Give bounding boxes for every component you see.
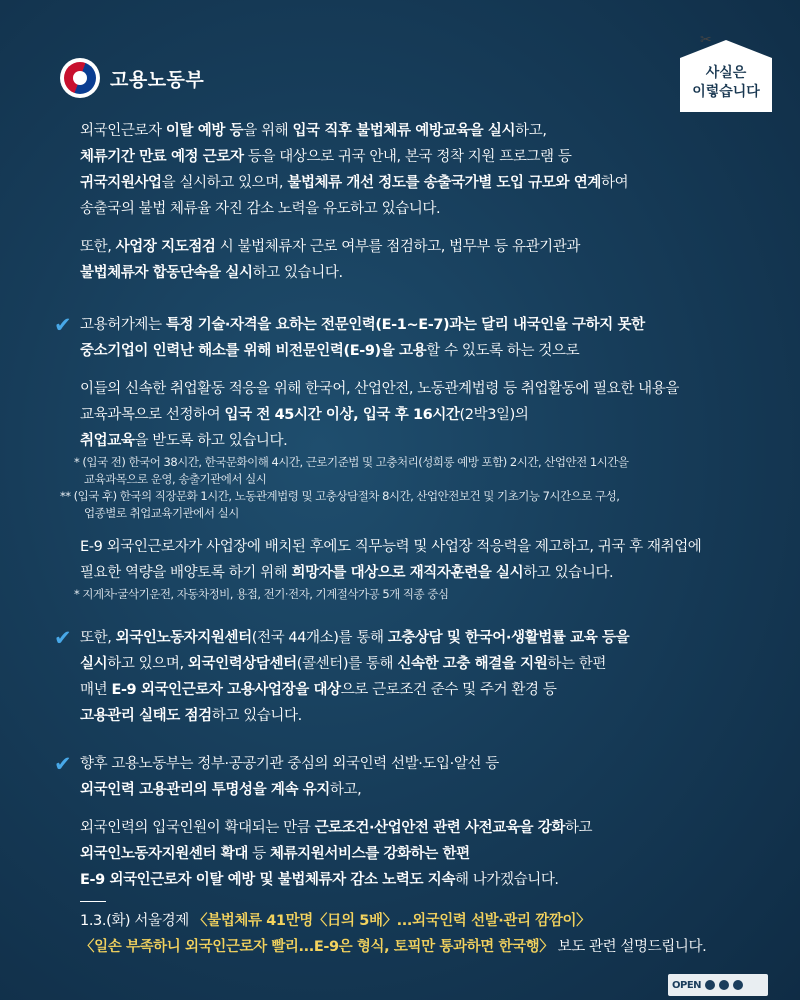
check-icon: ✔: [54, 626, 72, 650]
noncommercial-icon: [719, 980, 729, 990]
text-line: 고용관리 실태도 점검하고 있습니다.: [80, 708, 302, 724]
text-line: 또한, 사업장 지도점검 시 불법체류자 근로 여부를 점검하고, 법무부 등 유관기관과: [80, 239, 580, 255]
taegeuk-emblem-icon: [60, 58, 100, 98]
divider: [80, 901, 106, 902]
license-label: OPEN: [672, 979, 702, 991]
text-line: 송출국의 불법 체류율 자진 감소 노력을 유도하고 있습니다.: [80, 201, 441, 217]
text-line: 불법체류자 합동단속을 실시하고 있습니다.: [80, 265, 343, 281]
text-line: 취업교육을 받도록 하고 있습니다.: [80, 433, 288, 449]
attribution-icon: [705, 980, 715, 990]
text-line: 향후 고용노동부는 정부·공공기관 중심의 외국인력 선발·도입·알선 등: [80, 756, 499, 772]
badge-line1: 사실은: [705, 65, 747, 81]
text-line: 외국인근로자 이탈 예방 등을 위해 입국 직후 불법체류 예방교육을 실시하고,: [80, 123, 547, 139]
text-line: 〈일손 부족하니 외국인근로자 빨리...E-9은 형식, 토픽만 통과하면 한국행〉 보도 관련 설명드립니다.: [80, 939, 707, 955]
text-line: 외국인력 고용관리의 투명성을 계속 유지하고,: [80, 782, 362, 798]
check-icon: ✔: [54, 313, 72, 337]
text-line: 실시하고 있으며, 외국인력상담센터(콜센터)를 통해 신속한 고충 해결을 지원하는 한편: [80, 656, 606, 672]
footnote: 교육과목으로 운영, 송출기관에서 실시: [84, 472, 267, 486]
text-line: 교육과목으로 선정하여 입국 전 45시간 이상, 입국 후 16시간(2박3일)의: [80, 407, 529, 423]
text-line: E-9 외국인근로자 이탈 예방 및 불법체류자 감소 노력도 지속해 나가겠습니다.: [80, 872, 559, 888]
future-section: [54, 751, 750, 893]
footnote: 업종별로 취업교육기관에서 실시: [84, 506, 239, 520]
future-bullet: [54, 751, 750, 803]
ministry-logo: [60, 58, 204, 98]
ministry-name: 고용노동부: [110, 68, 205, 91]
eps-bullet: [54, 312, 750, 364]
fact-badge: [678, 32, 774, 114]
text-line: 외국인노동자지원센터 확대 등 체류지원서비스를 강화하는 한편: [80, 846, 470, 862]
eps-section: [54, 312, 750, 603]
footnote: * 지게차·굴삭기운전, 자동차정비, 용접, 전기·전자, 기계절삭가공 5개 직종 중심: [74, 587, 449, 601]
text-line: 이들의 신속한 취업활동 적응을 위해 한국어, 산업안전, 노동관계법령 등 취업활동에 필요한 내용을: [80, 381, 679, 397]
kogl-license-badge: [668, 974, 768, 996]
text-line: 필요한 역량을 배양토록 하기 위해 희망자를 대상으로 재직자훈련을 실시하고 있습니다.: [80, 565, 614, 581]
badge-line2: 이렇습니다: [692, 84, 760, 100]
text-line: 체류기간 만료 예정 근로자 등을 대상으로 귀국 안내, 본국 정착 지원 프로그램 등: [80, 149, 572, 165]
centers-section: [54, 625, 750, 729]
clip-icon: ✂: [700, 32, 712, 48]
text-line: 고용허가제는 특정 기술·자격을 요하는 전문인력(E-1~E-7)과는 달리 내국인을 구하지 못한: [80, 317, 645, 333]
main-content: [54, 118, 750, 960]
check-icon: ✔: [54, 752, 72, 776]
footnote: ** (입국 후) 한국의 직장문화 1시간, 노동관계법령 및 고충상담절차 8시간, 산업안전보건 및 기초기능 7시간으로 구성,: [60, 489, 620, 503]
footnote: * (입국 전) 한국어 38시간, 한국문화이해 4시간, 근로기준법 및 고충처리(성희롱 예방 포함) 2시간, 산업안전 1시간을: [74, 455, 629, 469]
text-line: 또한, 외국인노동자지원센터(전국 44개소)를 통해 고충상담 및 한국어·생활법률 교육 등을: [80, 630, 630, 646]
press-reference: [60, 908, 750, 960]
text-line: 매년 E-9 외국인근로자 고용사업장을 대상으로 근로조건 준수 및 주거 환경 등: [80, 682, 557, 698]
text-line: 외국인력의 입국인원이 확대되는 만큼 근로조건·산업안전 관련 사전교육을 강화하고: [80, 820, 593, 836]
text-line: 중소기업이 인력난 해소를 위해 비전문인력(E-9)을 고용할 수 있도록 하는 것으로: [80, 343, 580, 359]
intro-section: [60, 118, 750, 286]
noderivs-icon: [733, 980, 743, 990]
text-line: 귀국지원사업을 실시하고 있으며, 불법체류 개선 정도를 송출국가별 도입 규모와 연계하여: [80, 175, 629, 191]
text-line: 1.3.(화) 서울경제 〈불법체류 41만명〈日의 5배〉...외국인력 선발·관리 깜깜이〉: [80, 913, 591, 929]
text-line: E-9 외국인근로자가 사업장에 배치된 후에도 직무능력 및 사업장 적응력을 제고하고, 귀국 후 재취업에: [80, 539, 702, 555]
